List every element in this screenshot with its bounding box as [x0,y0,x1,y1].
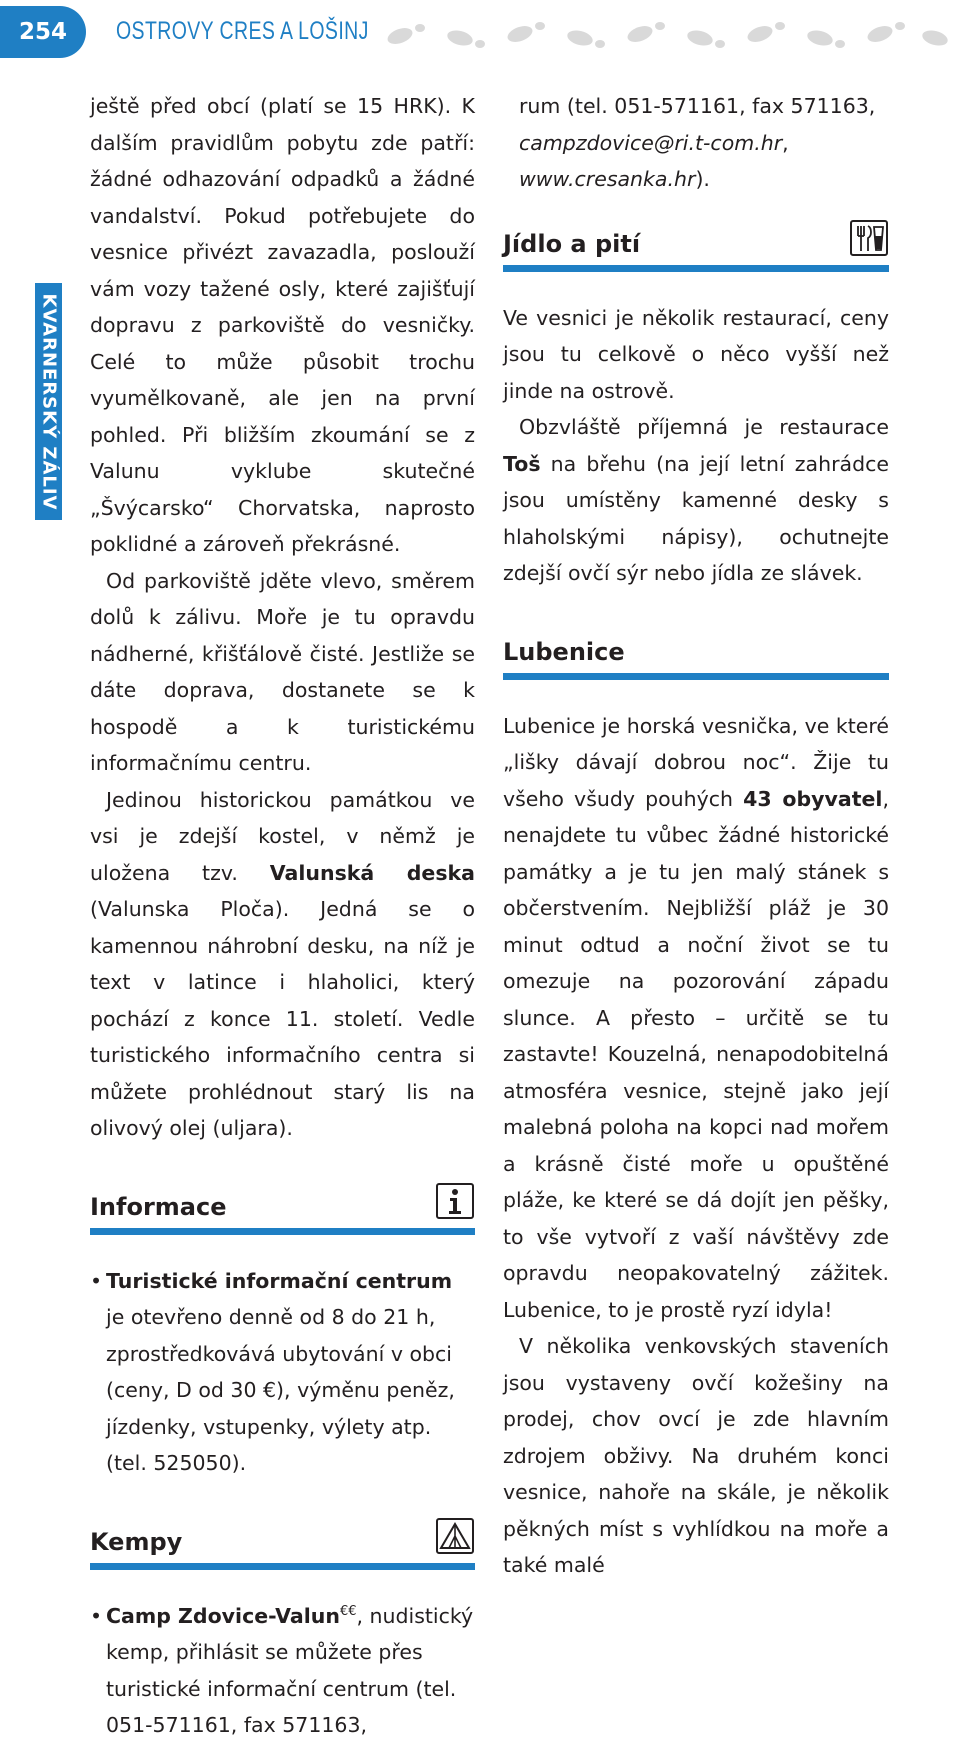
list-item: • Camp Zdovice-Valun€€, nudistický kemp, přihlásit se můžete přes turistické informační centrum (tel. 051-571161, fax 571163, [90,1598,475,1744]
paragraph: Lubenice je horská vesnička, ve které „lišky dávají dobrou noc“. Žije tu všeho všudy pouhých 43 obyvatel, nenajdete tu vůbec žádné historické památky a je tu jen malý stánek s občerstvením. Nejbližší pláž je 30 minut odtud a noční život se tu omezuje na pozorování západu slunce. A přesto – určitě se tu zastavte! Kouzelná, nenapodobitelná atmosféra vesnice, stejně jako její malebná poloha na kopci nad mořem a krásně čisté moře u opuštěné pláže, ke které se dá dojít jen pěšky, to vše vytvoří z vaší návštěvy zde opravdu neopakovatelný zážitek. Lubenice, to je prostě ryzí idyla! [503,713,889,1322]
right-column [503,88,889,1584]
section-rule [503,673,889,680]
paragraph: ještě před obcí (platí se 15 HRK). K dalším pravidlům pobytu zde patří: žádné odhazování odpadků a žádné vandalství. Pokud potřebujete do vesnice přivézt zavazadla, poslouží vám vozy tažené osly, které zajišťují dopravu z parkoviště do vesničky. Celé to může působit trochu vyumělkovaně, ale jen na první pohled. Při bližším zkoumání se z Valunu vyklube skutečné „Švýcarsko“ Chorvatska, naprosto poklidné a zároveň překrásné. [90,94,475,556]
section-heading-jidlo [503,212,889,272]
section-title: Jídlo a pití [503,229,641,258]
side-tab-label: KVARNERSKÝ ZÁLIV [38,293,59,510]
bold-term: 43 obyvatel [743,786,883,811]
paragraph: Obzvláště příjemná je restaurace Toš na břehu (na její letní zahrádce jsou umístěny kamenné desky s hlaholskými nápisy), ochutnejte zdejší ovčí sýr nebo jídla ze slávek. [503,415,889,585]
left-column [90,88,475,1744]
paragraph: V několika venkovských staveních jsou vystaveny ovčí kožešiny na prodej, chov ovcí je zde hlavním zdrojem obživy. Na druhém konci vesnice, nahoře na skále, je několik pěkných míst s vyhlídkou na moře a také malé [503,1334,889,1577]
fork-knife-glass-icon [849,218,889,258]
bold-term: Valunská deska [269,860,475,885]
footprints-icon [380,8,960,58]
section-rule [90,1228,475,1235]
section-rule [503,265,889,272]
section-title: Lubenice [503,637,625,666]
section-heading-informace [90,1175,475,1235]
list-item: • Turistické informační centrum je otevřeno denně od 8 do 21 h, zprostředkovává ubytování v obci (ceny, D od 30 €), výměnu peněz, jízdenky, vstupenky, výlety atp. (tel. 525050). [90,1263,475,1482]
section-title: Kempy [90,1527,183,1556]
paragraph: Ve vesnici je několik restaurací, ceny jsou tu celkově o něco vyšší než jinde na ostrově. [503,305,889,403]
section-rule [90,1563,475,1570]
page-number: 254 [0,6,86,58]
tent-icon [435,1516,475,1556]
paragraph: Jedinou historickou památkou ve vsi je zdejší kostel, v němž je uložena tzv. Valunská deska (Valunska Ploča). Jedná se o kamennou náhrobní desku, na níž je text v latince i hlaholici, který pochází z konce 11. století. Vedle turistického informačního centra si můžete prohlédnout starý lis na olivový olej (uljara). [90,787,475,1140]
section-heading-kempy [90,1510,475,1570]
paragraph: rum (tel. 051-571161, fax 571163, campzdovice@ri.t-com.hr, www.cresanka.hr). [519,94,876,191]
section-title: Informace [90,1192,227,1221]
camp-list [90,1598,475,1744]
info-icon [435,1181,475,1221]
info-list [90,1263,475,1482]
running-title: OSTROVY CRES A LOŠINJ [116,17,369,45]
bold-term: Toš [503,451,541,476]
side-tab [35,283,62,520]
paragraph: Od parkoviště jděte vlevo, směrem dolů k zálivu. Moře je tu opravdu nádherné, křišťálově čisté. Jestliže se dáte doprava, dostanete se k hospodě a k turistickému informačnímu centru. [90,568,475,775]
section-heading-lubenice [503,620,889,680]
